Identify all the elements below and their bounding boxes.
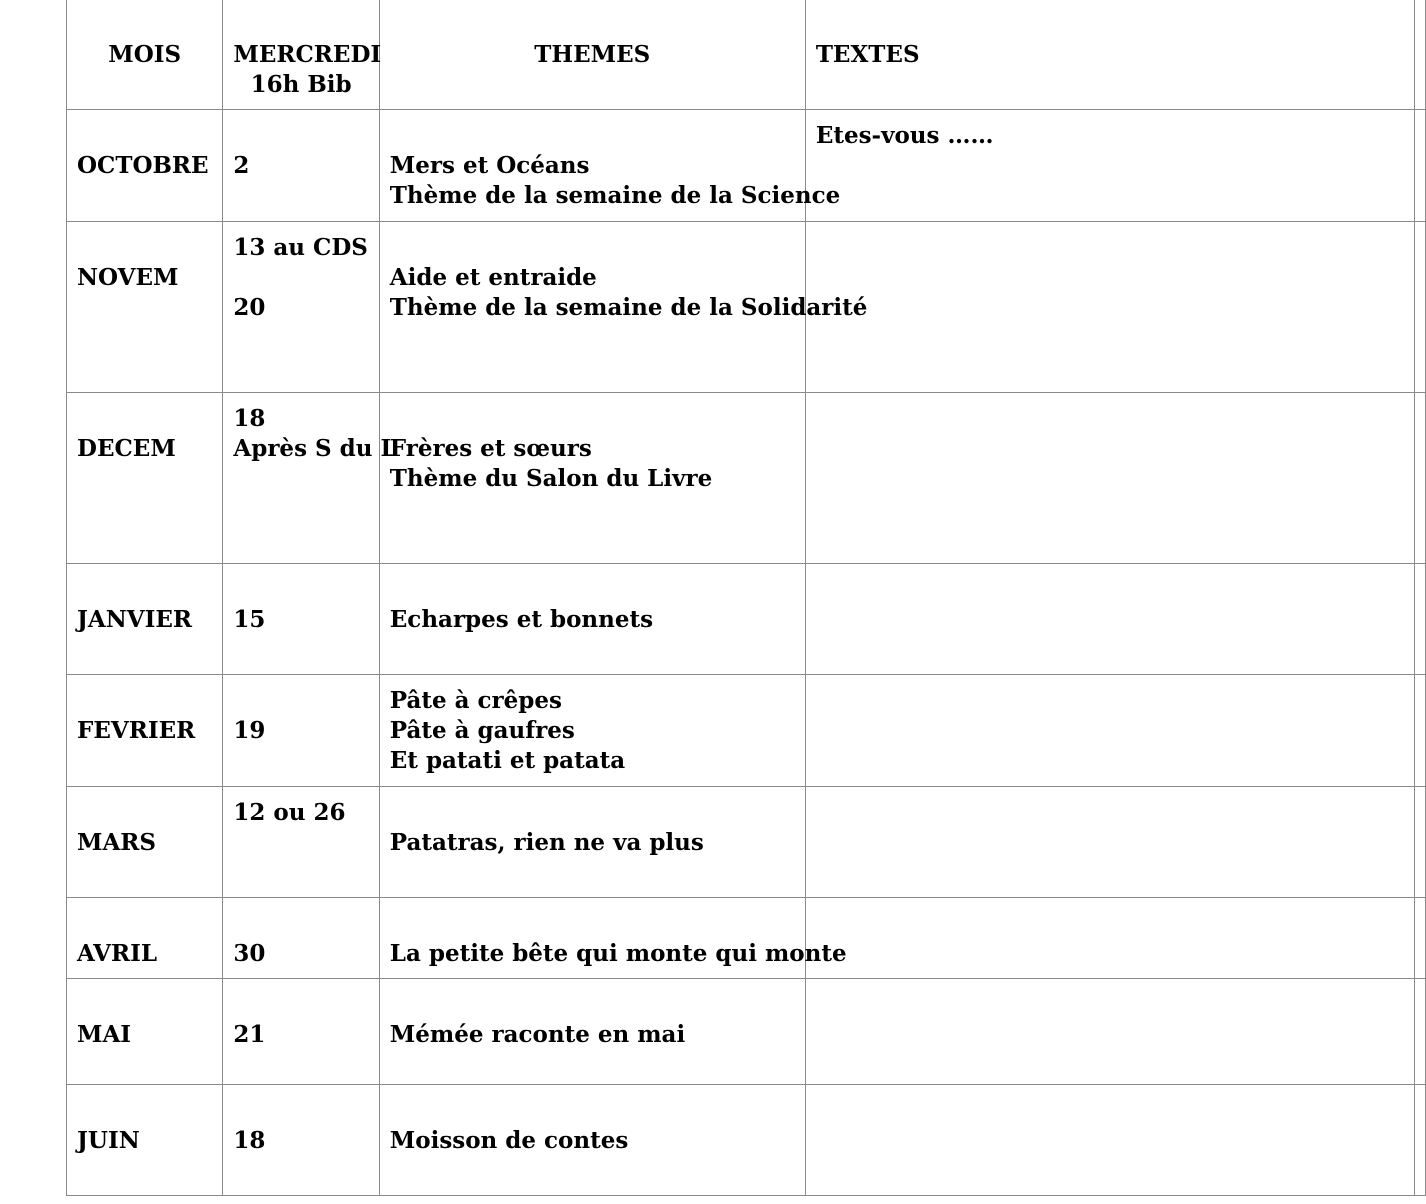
cell-date <box>223 787 379 898</box>
cell-themes <box>379 675 805 787</box>
header-textes: TEXTES <box>805 0 1414 110</box>
cell-date <box>223 222 379 393</box>
theme-line: Pâte à gaufres <box>389 717 575 744</box>
table-row <box>67 1085 1426 1196</box>
cell-textes <box>805 564 1414 675</box>
table-row <box>67 979 1426 1085</box>
cell-mois: DECEM <box>67 393 223 564</box>
cell-themes <box>379 222 868 393</box>
cell-extra <box>1415 787 1426 898</box>
cell-themes <box>379 979 805 1085</box>
cell-date <box>223 110 379 222</box>
cell-extra <box>1415 1085 1426 1196</box>
cell-mois: MAI <box>67 979 223 1085</box>
header-mercredi-line2: 16h Bib <box>250 71 352 98</box>
cell-textes <box>805 222 1414 393</box>
theme-line: Aide et entraide <box>389 264 597 291</box>
header-row <box>67 0 1426 110</box>
cell-date <box>223 393 397 564</box>
theme-line: Pâte à crêpes <box>389 687 562 714</box>
cell-extra <box>1415 898 1426 979</box>
cell-textes <box>805 393 1414 564</box>
theme-line: Et patati et patata <box>389 747 626 774</box>
cell-date <box>223 979 379 1085</box>
cell-mois: MARS <box>67 787 223 898</box>
cell-themes <box>379 393 805 564</box>
theme-line: Echarpes et bonnets <box>389 606 654 633</box>
date-line: Après S du L <box>233 435 397 462</box>
header-extra <box>1415 0 1426 110</box>
date-line: 21 <box>233 1021 266 1048</box>
date-line: 15 <box>233 606 266 633</box>
theme-line: La petite bête qui monte qui monte <box>389 940 847 967</box>
cell-mois: OCTOBRE <box>67 110 223 222</box>
table-row <box>67 787 1426 898</box>
date-line: 19 <box>233 717 266 744</box>
cell-date <box>223 1085 379 1196</box>
theme-line: Mémée raconte en mai <box>389 1021 686 1048</box>
date-line: 2 <box>233 152 250 179</box>
cell-date <box>223 898 379 979</box>
header-mercredi <box>223 0 382 110</box>
header-themes: THEMES <box>379 0 805 110</box>
header-mercredi-line1: MERCREDI <box>233 41 382 68</box>
theme-line: Thème du Salon du Livre <box>389 465 713 492</box>
table-row <box>67 222 1426 393</box>
theme-line: Thème de la semaine de la Solidarité <box>389 294 868 321</box>
cell-mois: JUIN <box>67 1085 223 1196</box>
cell-themes <box>379 787 805 898</box>
planning-table <box>66 0 1426 1196</box>
cell-textes <box>805 1085 1414 1196</box>
cell-extra <box>1415 979 1426 1085</box>
table-row <box>67 675 1426 787</box>
cell-textes <box>805 675 1414 787</box>
cell-themes <box>379 1085 805 1196</box>
theme-line: Thème de la semaine de la Science <box>389 182 841 209</box>
theme-line: Frères et sœurs <box>389 435 592 462</box>
table-row <box>67 898 1426 979</box>
cell-extra <box>1415 222 1426 393</box>
date-line: 20 <box>233 294 266 321</box>
theme-line: Mers et Océans <box>389 152 590 179</box>
cell-extra <box>1415 393 1426 564</box>
cell-extra <box>1415 110 1426 222</box>
cell-date <box>223 675 379 787</box>
date-line: 30 <box>233 940 266 967</box>
header-mois: MOIS <box>67 0 223 110</box>
table-row <box>67 564 1426 675</box>
cell-mois: JANVIER <box>67 564 223 675</box>
cell-extra <box>1415 675 1426 787</box>
cell-textes: Etes-vous …… <box>805 110 1414 222</box>
cell-textes <box>805 898 1414 979</box>
cell-mois: FEVRIER <box>67 675 223 787</box>
table-row <box>67 393 1426 564</box>
cell-themes <box>379 898 847 979</box>
cell-themes <box>379 110 841 222</box>
cell-textes <box>805 787 1414 898</box>
table-row <box>67 110 1426 222</box>
cell-mois: AVRIL <box>67 898 223 979</box>
cell-textes <box>805 979 1414 1085</box>
date-line: 13 au CDS <box>233 234 368 261</box>
date-line: 18 <box>233 1127 266 1154</box>
cell-extra <box>1415 564 1426 675</box>
cell-mois: NOVEM <box>67 222 223 393</box>
date-line: 12 ou 26 <box>233 799 346 826</box>
date-line: 18 <box>233 405 266 432</box>
cell-date <box>223 564 379 675</box>
theme-line: Moisson de contes <box>389 1127 629 1154</box>
cell-themes <box>379 564 805 675</box>
theme-line: Patatras, rien ne va plus <box>389 829 704 856</box>
